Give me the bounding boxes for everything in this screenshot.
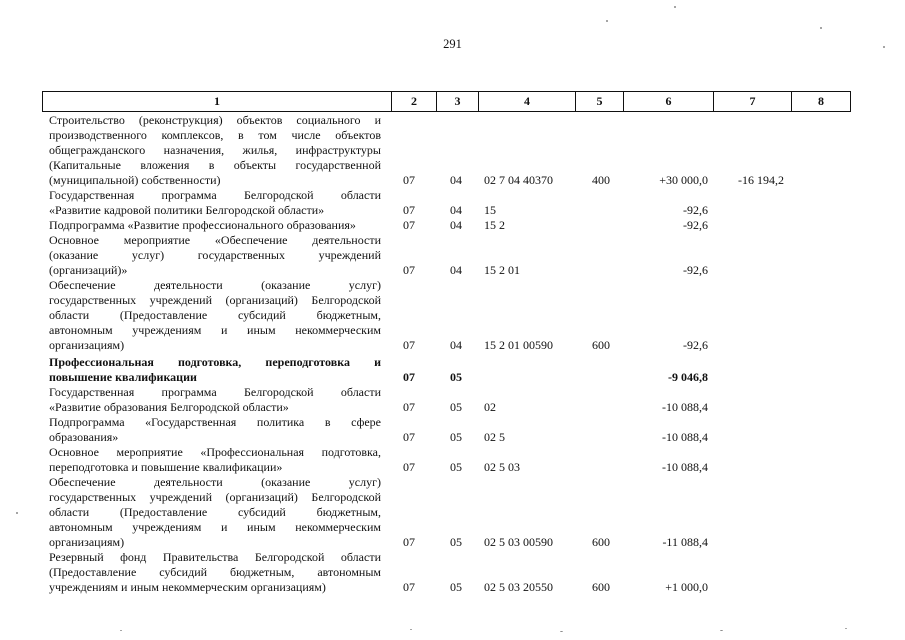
subsection-code: 04 bbox=[450, 263, 462, 277]
row-description bbox=[49, 278, 381, 353]
target-article-code: 15 2 01 bbox=[484, 263, 520, 277]
amount-change: -11 088,4 bbox=[662, 535, 708, 549]
description-line: автономным учреждениям и иным некоммерческим bbox=[49, 323, 381, 337]
description-line: (оказание услуг) государственных учреждений bbox=[49, 248, 381, 262]
description-line: Строительство (реконструкция) объектов социального и bbox=[49, 113, 381, 127]
expense-type-code: 600 bbox=[592, 338, 610, 352]
section-code: 07 bbox=[403, 203, 415, 217]
amount-change: -92,6 bbox=[683, 218, 708, 232]
description-line: Основное мероприятие «Обеспечение деятельности bbox=[49, 233, 381, 247]
description-line: Государственная программа Белгородской области bbox=[49, 188, 381, 202]
description-line: Основное мероприятие «Профессиональная подготовка, bbox=[49, 445, 381, 459]
section-code: 07 bbox=[403, 430, 415, 444]
table-header bbox=[42, 91, 851, 112]
section-code: 07 bbox=[403, 370, 415, 384]
description-line: государственных учреждений (организаций) Белгородской bbox=[49, 490, 381, 504]
section-code: 07 bbox=[403, 218, 415, 232]
row-description bbox=[49, 355, 381, 385]
expense-type-code: 400 bbox=[592, 173, 610, 187]
header-col-1: 1 bbox=[43, 92, 392, 112]
description-line: Профессиональная подготовка, переподготовка и bbox=[49, 355, 381, 369]
target-article-code: 02 bbox=[484, 400, 496, 414]
row-description bbox=[49, 475, 381, 550]
amount-change: -10 088,4 bbox=[662, 430, 708, 444]
header-col-5: 5 bbox=[576, 92, 624, 112]
header-col-3: 3 bbox=[437, 92, 479, 112]
subsection-code: 05 bbox=[450, 580, 462, 594]
description-line: учреждениям и иным некоммерческим организациям) bbox=[49, 580, 326, 594]
subsection-code: 05 bbox=[450, 430, 462, 444]
description-line: общегражданского назначения, жилья, инфраструктуры bbox=[49, 143, 381, 157]
row-description bbox=[49, 188, 381, 218]
description-line: государственных учреждений (организаций) Белгородской bbox=[49, 293, 381, 307]
amount-change: -92,6 bbox=[683, 203, 708, 217]
target-article-code: 02 5 03 20550 bbox=[484, 580, 553, 594]
description-line: переподготовка и повышение квалификации» bbox=[49, 460, 283, 474]
section-code: 07 bbox=[403, 460, 415, 474]
row-description bbox=[49, 550, 381, 595]
description-line: (организаций)» bbox=[49, 263, 128, 277]
description-line: производственного комплексов, в том числе объектов bbox=[49, 128, 381, 142]
header-col-8: 8 bbox=[792, 92, 851, 112]
section-code: 07 bbox=[403, 535, 415, 549]
amount-change-2: -16 194,2 bbox=[738, 173, 784, 187]
description-line: Государственная программа Белгородской области bbox=[49, 385, 381, 399]
section-code: 07 bbox=[403, 173, 415, 187]
description-line: Обеспечение деятельности (оказание услуг) bbox=[49, 475, 381, 489]
amount-change: -10 088,4 bbox=[662, 400, 708, 414]
target-article-code: 15 2 bbox=[484, 218, 505, 232]
subsection-code: 05 bbox=[450, 370, 462, 384]
expense-type-code: 600 bbox=[592, 580, 610, 594]
header-col-7: 7 bbox=[714, 92, 792, 112]
subsection-code: 04 bbox=[450, 203, 462, 217]
row-description bbox=[49, 218, 381, 233]
target-article-code: 15 2 01 00590 bbox=[484, 338, 553, 352]
description-line: повышение квалификации bbox=[49, 370, 197, 384]
description-line: «Развитие кадровой политики Белгородской области» bbox=[49, 203, 325, 217]
subsection-code: 04 bbox=[450, 218, 462, 232]
header-col-4: 4 bbox=[479, 92, 576, 112]
description-line: (Капитальные вложения в объекты государственной bbox=[49, 158, 381, 172]
description-line: области (Предоставление субсидий бюджетным, bbox=[49, 505, 381, 519]
amount-change: +30 000,0 bbox=[659, 173, 708, 187]
target-article-code: 02 7 04 40370 bbox=[484, 173, 553, 187]
subsection-code: 04 bbox=[450, 173, 462, 187]
subsection-code: 05 bbox=[450, 535, 462, 549]
description-line: Обеспечение деятельности (оказание услуг) bbox=[49, 278, 381, 292]
description-line: организациям) bbox=[49, 338, 125, 352]
header-col-2: 2 bbox=[392, 92, 437, 112]
subsection-code: 05 bbox=[450, 460, 462, 474]
subsection-code: 05 bbox=[450, 400, 462, 414]
amount-change: -92,6 bbox=[683, 263, 708, 277]
section-code: 07 bbox=[403, 263, 415, 277]
row-description bbox=[49, 445, 381, 475]
section-code: 07 bbox=[403, 580, 415, 594]
section-code: 07 bbox=[403, 400, 415, 414]
description-line: области (Предоставление субсидий бюджетным, bbox=[49, 308, 381, 322]
description-line: автономным учреждениям и иным некоммерческим bbox=[49, 520, 381, 534]
description-line: организациям) bbox=[49, 535, 125, 549]
target-article-code: 02 5 03 bbox=[484, 460, 520, 474]
description-line: Подпрограмма «Развитие профессионального образования» bbox=[49, 218, 356, 232]
subsection-code: 04 bbox=[450, 338, 462, 352]
target-article-code: 02 5 03 00590 bbox=[484, 535, 553, 549]
row-description bbox=[49, 385, 381, 415]
description-line: «Развитие образования Белгородской области» bbox=[49, 400, 289, 414]
amount-change: -92,6 bbox=[683, 338, 708, 352]
target-article-code: 02 5 bbox=[484, 430, 505, 444]
header-col-6: 6 bbox=[624, 92, 714, 112]
amount-change: -9 046,8 bbox=[668, 370, 708, 384]
row-description bbox=[49, 415, 381, 445]
description-line: Подпрограмма «Государственная политика в сфере bbox=[49, 415, 381, 429]
description-line: образования» bbox=[49, 430, 119, 444]
row-description bbox=[49, 233, 381, 278]
page-number: 291 bbox=[443, 37, 462, 51]
section-code: 07 bbox=[403, 338, 415, 352]
amount-change: -10 088,4 bbox=[662, 460, 708, 474]
target-article-code: 15 bbox=[484, 203, 496, 217]
description-line: (муниципальной) собственности) bbox=[49, 173, 221, 187]
description-line: (Предоставление субсидий бюджетным, автономным bbox=[49, 565, 381, 579]
expense-type-code: 600 bbox=[592, 535, 610, 549]
amount-change: +1 000,0 bbox=[665, 580, 708, 594]
row-description bbox=[49, 113, 381, 188]
description-line: Резервный фонд Правительства Белгородской области bbox=[49, 550, 381, 564]
